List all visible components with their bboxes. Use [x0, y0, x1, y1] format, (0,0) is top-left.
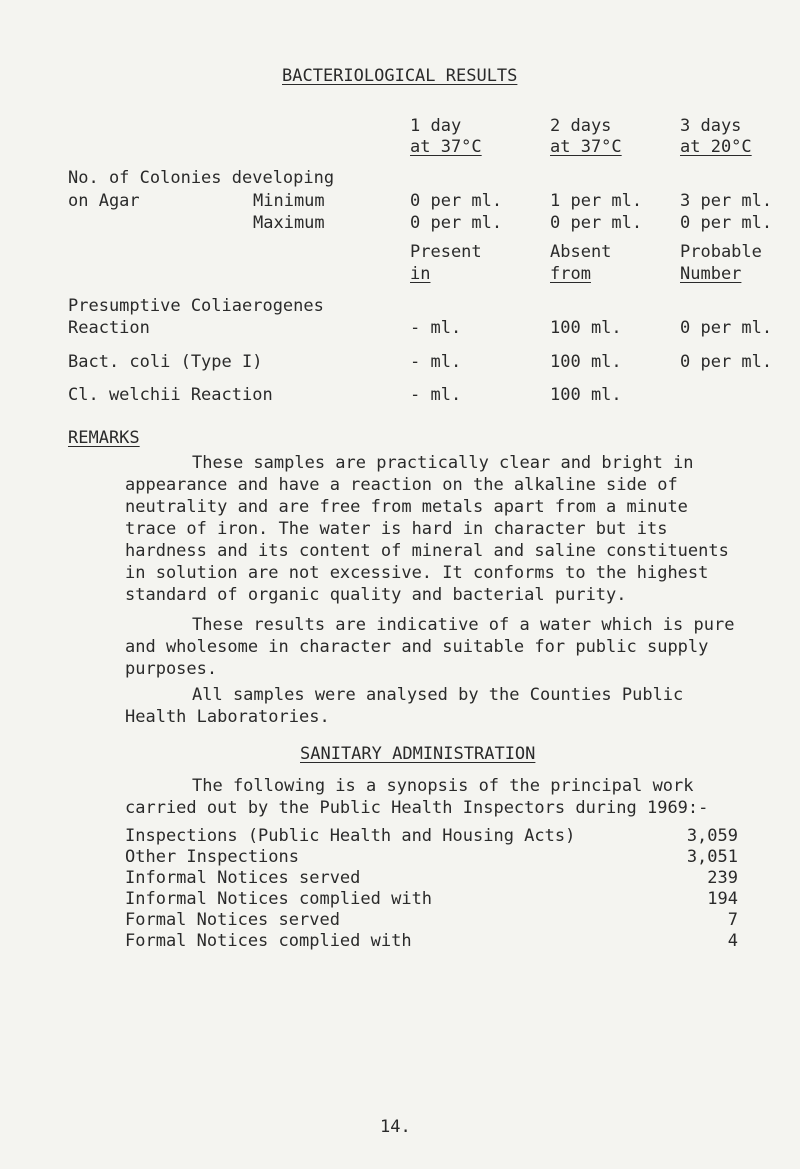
synopsis-label-5: Formal Notices served	[125, 910, 340, 930]
row-3-label: Cl. welchii Reaction	[68, 385, 273, 405]
row-1-value-2: 100 ml.	[550, 318, 622, 338]
max-value-3: 0 per ml.	[680, 213, 773, 233]
col-header-1-line2: at 37°C	[410, 137, 482, 157]
col-header-1-line1: 1 day	[410, 116, 462, 136]
row-1-value-1: - ml.	[410, 318, 462, 338]
colonies-label-line2: on Agar	[68, 191, 140, 211]
subheader-1-line2: in	[410, 264, 431, 284]
row-3-value-1: - ml.	[410, 385, 462, 405]
max-value-1: 0 per ml.	[410, 213, 503, 233]
sanitary-heading: SANITARY ADMINISTRATION	[300, 744, 536, 764]
synopsis-label-4: Informal Notices complied with	[125, 889, 433, 909]
page-title: BACTERIOLOGICAL RESULTS	[282, 66, 518, 86]
col-header-3-line2: at 20°C	[680, 137, 752, 157]
synopsis-label-6: Formal Notices complied with	[125, 931, 412, 951]
synopsis-value-5: 7	[727, 910, 738, 930]
col-header-3-line1: 3 days	[680, 116, 742, 136]
col-header-2-line1: 2 days	[550, 116, 612, 136]
synopsis-label-1: Inspections (Public Health and Housing Acts)	[125, 826, 576, 846]
row-2-value-1: - ml.	[410, 352, 462, 372]
remarks-paragraph-1: These samples are practically clear and bright in appearance and have a reaction on the alkaline side of neutrality and are free from metals apart from a minute trace of iron. The water is hard in character but its hardness and its content of mineral and saline constituents in solution are not excessive. It conforms to the highest standard of organic quality and bacterial purity.	[125, 453, 729, 605]
maximum-label: Maximum	[253, 213, 325, 233]
row-1-label-line2: Reaction	[68, 318, 150, 338]
synopsis-value-4: 194	[707, 889, 738, 909]
min-value-1: 0 per ml.	[410, 191, 503, 211]
row-3-value-2: 100 ml.	[550, 385, 622, 405]
row-2-value-3: 0 per ml.	[680, 352, 773, 372]
synopsis-value-3: 239	[707, 868, 738, 888]
sanitary-intro: The following is a synopsis of the principal work carried out by the Public Health Inspectors during 1969:-	[125, 776, 709, 818]
subheader-3-line1: Probable	[680, 242, 762, 262]
row-2-label: Bact. coli (Type I)	[68, 352, 263, 372]
subheader-2-line2: from	[550, 264, 591, 284]
min-value-3: 3 per ml.	[680, 191, 773, 211]
remarks-heading: REMARKS	[68, 428, 140, 448]
max-value-2: 0 per ml.	[550, 213, 643, 233]
row-2-value-2: 100 ml.	[550, 352, 622, 372]
subheader-2-line1: Absent	[550, 242, 612, 262]
minimum-label: Minimum	[253, 191, 325, 211]
min-value-2: 1 per ml.	[550, 191, 643, 211]
colonies-label-line1: No. of Colonies developing	[68, 168, 335, 188]
row-1-label-line1: Presumptive Coliaerogenes	[68, 296, 324, 316]
synopsis-label-2: Other Inspections	[125, 847, 299, 867]
synopsis-value-1: 3,059	[686, 826, 738, 846]
page-number: 14.	[380, 1117, 411, 1137]
remarks-paragraph-3: All samples were analysed by the Counties Public Health Laboratories.	[125, 685, 684, 727]
row-1-value-3: 0 per ml.	[680, 318, 773, 338]
synopsis-value-2: 3,051	[686, 847, 738, 867]
subheader-3-line2: Number	[680, 264, 742, 284]
synopsis-value-6: 4	[727, 931, 738, 951]
synopsis-label-3: Informal Notices served	[125, 868, 361, 888]
remarks-paragraph-2: These results are indicative of a water which is pure and wholesome in character and suitable for public supply purposes.	[125, 615, 735, 679]
col-header-2-line2: at 37°C	[550, 137, 622, 157]
subheader-1-line1: Present	[410, 242, 482, 262]
